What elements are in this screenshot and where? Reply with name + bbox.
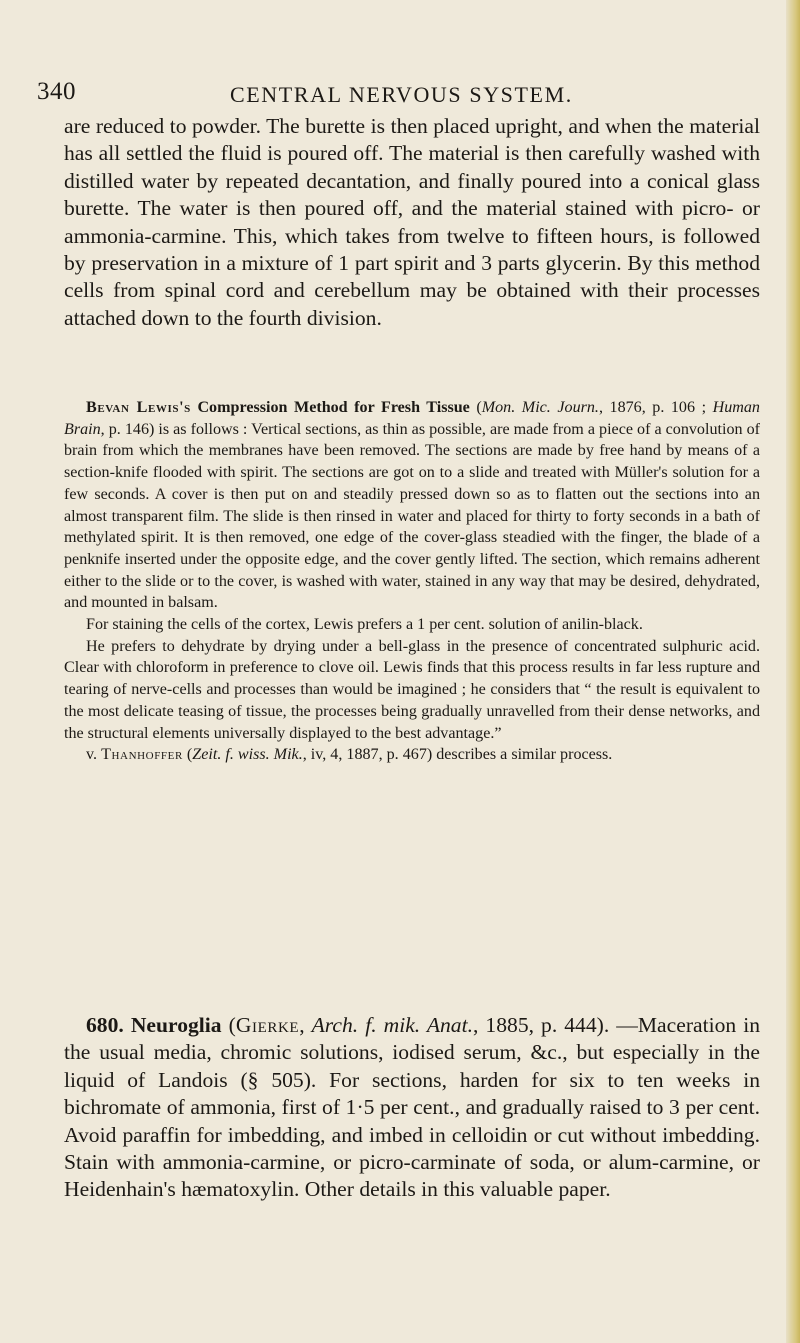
running-head: CENTRAL NERVOUS SYSTEM. — [230, 82, 573, 107]
bevan-lewis-method-title: Compression Method for Fresh Tissue — [197, 399, 470, 416]
paragraph-text: are reduced to powder. The burette is then placed upright, and when the material has all settled the fluid is poured off. The material is then carefully washed with distilled water by repeated decantation, and finally poured into a conical glass burette. The water is then poured off, and the material stained with picro- or ammonia-carmine. This, which takes from twelve to fifteen hours, is followed by preservation in a mixture of 1 part spirit and 3 parts glycerin. By this method cells from spinal cord and cerebellum may be obtained with their processes attached down to the fourth division. — [64, 114, 760, 330]
bevan-lewis-paragraph: Bevan Lewis's Compression Method for Fresh Tissue (Mon. Mic. Journ., 1876, p. 106 ; Human Brain, p. 146) is as follows : Vertical sections, as thin as possible, are made from a piece of a convolution of brain from which the membranes have been removed. The sections are made by free hand by means of a section-knife flooded with spirit. The sections are got on to a slide and treated with Müller's solution for a few seconds. A cover is then put on and steadily pressed down so as to flatten out the sections into an almost transparent film. The slide is then rinsed in water and placed for thirty to forty seconds in a bath of methylated spirit. It is then removed, one edge of the cover-glass steadied with the finger, the blade of a penknife inserted under the opposite edge, and the cover gently lifted. The section, which remains adherent either to the slide or to the cover, is washed with water, stained in any way that may be desired, dehydrated, and mounted in balsam. — [64, 399, 760, 612]
section-title: Neuroglia — [130, 1013, 222, 1037]
section-680-text: —Maceration in the usual media, chromic solutions, iodised serum, &c., but especially in the liquid of Landois (§ 505). For sections, harden for six to ten weeks in bichromate of ammonia, first of 1·5 per cent., and gradually raised to 3 per cent. Avoid paraffin for imbedding, and imbed in celloidin or cut without imbedding. Stain with ammonia-carmine, or picro-carminate of soda, or alum-carmine, or Heidenhain's hæmatoxylin. Other details in this valuable paper. — [64, 1013, 760, 1202]
section-680-neuroglia — [64, 1012, 760, 1204]
section-680-paragraph: 680. Neuroglia (Gierke, Arch. f. mik. Anat., 1885, p. 444). —Maceration in the usual media, chromic solutions, iodised serum, &c., but especially in the liquid of Landois (§ 505). For sections, harden for six to ten weeks in bichromate of ammonia, first of 1·5 per cent., and gradually raised to 3 per cent. Avoid paraffin for imbedding, and imbed in celloidin or cut without imbedding. Stain with ammonia-carmine, or picro-carminate of soda, or alum-carmine, or Heidenhain's hæmatoxylin. Other details in this valuable paper. — [64, 1013, 760, 1202]
staining-paragraph: For staining the cells of the cortex, Lewis prefers a 1 per cent. solution of anilin-black. — [86, 616, 643, 634]
thanhoffer-author: Thanhoffer — [101, 746, 183, 764]
thanhoffer-paragraph: v. Thanhoffer (Zeit. f. wiss. Mik., iv, 4, 1887, p. 467) describes a similar process. — [86, 746, 613, 764]
bevan-lewis-block — [64, 397, 760, 766]
thanhoffer-journal: Zeit. f. wiss. Mik. — [192, 746, 303, 764]
reference-book: Human Brain — [64, 399, 760, 438]
paragraph-burette-method — [64, 113, 760, 332]
page-edge — [786, 0, 800, 1343]
reference-journal: Mon. Mic. Journ. — [481, 399, 599, 416]
bevan-lewis-author: Bevan Lewis's — [86, 399, 191, 416]
section-number: 680. — [86, 1013, 124, 1037]
page-number: 340 — [37, 78, 76, 105]
reference-author: Gierke — [235, 1013, 300, 1037]
dehydration-paragraph: He prefers to dehydrate by drying under a bell-glass in the presence of concentrated sulphuric acid. Clear with chloroform in preference to clove oil. Lewis finds that this process results in far less rupture and tearing of nerve-cells and processes than would be imagined ; he considers that “ the result is equivalent to the most delicate teasing of tissue, the processes being gradually unravelled from their dense networks, and the structural elements universally displayed to the best advantage.” — [64, 637, 760, 742]
reference-journal: Arch. f. mik. Anat. — [311, 1013, 474, 1037]
page-header — [0, 78, 800, 114]
bevan-lewis-text: , p. 146) is as follows : Vertical sections, as thin as possible, are made from a piece of a convolution of brain from which the membranes have been removed. The sections are made by free hand by means of a section-knife flooded with spirit. The sections are got on to a slide and treated with Müller's solution for a few seconds. A cover is then put on and steadily pressed down so as to flatten out the sections into an almost transparent film. The slide is then rinsed in water and placed for thirty to forty seconds in a bath of methylated spirit. It is then removed, one edge of the cover-glass steadied with the finger, the blade of a penknife inserted under the opposite edge, and the cover gently lifted. The section, which remains adherent either to the slide or to the cover, is washed with water, stained in any way that may be desired, dehydrated, and mounted in balsam. — [64, 420, 760, 612]
